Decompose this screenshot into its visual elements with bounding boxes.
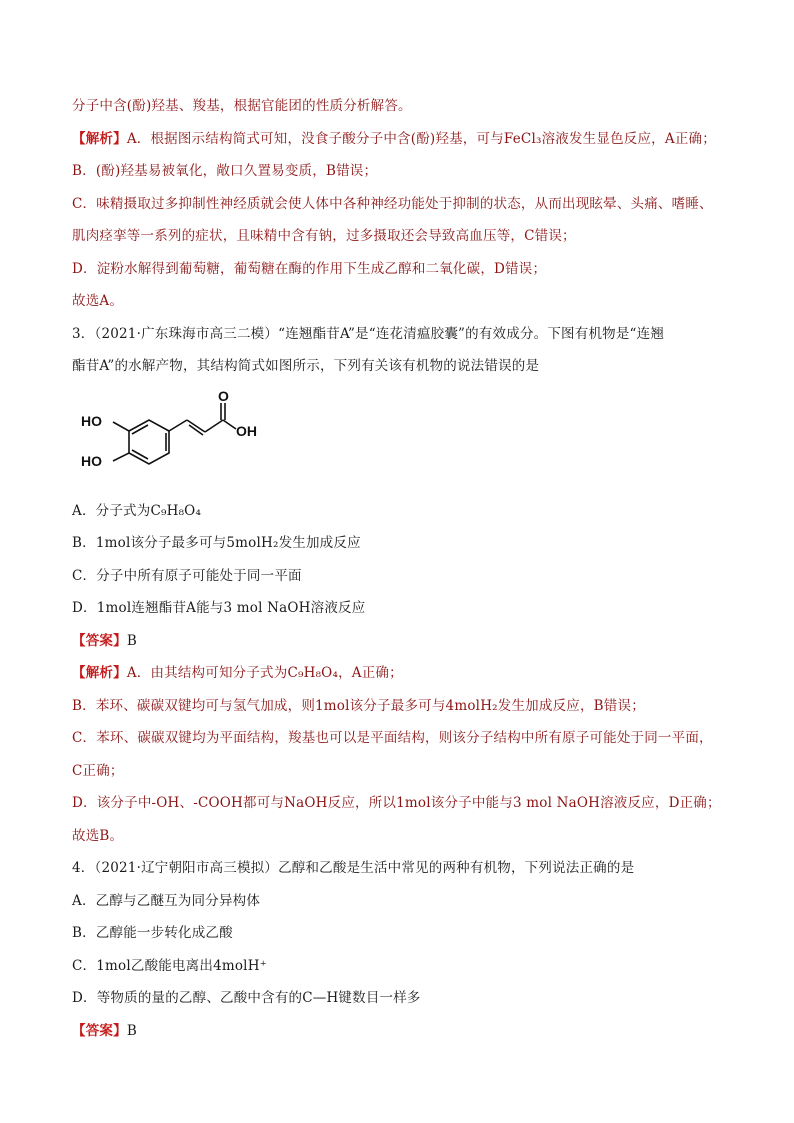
option-d: D．1mol连翘酯苷A能与3 mol NaOH溶液反应 [72, 600, 366, 616]
option-a: A．乙醇与乙醚互为同分异构体 [72, 892, 261, 909]
option-c: C．1mol乙酸能电离出4molH⁺ [72, 957, 267, 974]
option-d: D．等物质的量的乙醇、乙酸中含有的C—H键数目一样多 [72, 990, 421, 1006]
text-line: C．味精摄取过多抑制性神经质就会使人体中各种神经功能处于抑制的状态，从而出现眩晕、头痛、嗜睡、 [72, 195, 713, 212]
option-b: B．1mol该分子最多可与5molH₂发生加成反应 [72, 535, 361, 551]
question-4-stem: 4．（2021·辽宁朝阳市高三模拟）乙醇和乙酸是生活中常见的两种有机物，下列说法正确的是 [72, 860, 635, 876]
text-line: C正确； [72, 762, 124, 779]
text-line: D．该分子中-OH、-COOH都可与NaOH反应，所以1mol该分子中能与3 mol NaOH溶液反应，D正确； [72, 795, 721, 811]
structure-diagram [72, 389, 272, 487]
text-line: B．苯环、碳碳双键均可与氢气加成，则1mol该分子最多可与4molH₂发生加成反应，B错误； [72, 697, 645, 714]
carbonyl-oxygen-label: O [218, 388, 229, 404]
analysis-tag: 【解析】 [72, 665, 127, 681]
caffeic-acid-structure [72, 389, 732, 487]
text-line: B．(酚)羟基易被氧化，敞口久置易变质，B错误； [72, 163, 378, 179]
answer-tag: 【答案】 [72, 1022, 127, 1039]
text-line: 故选A。 [72, 293, 124, 309]
explanation-line: 【解析】A．由其结构可知分子式为C₉H₈O₄，A正确； [72, 665, 403, 681]
option-b: B．乙醇能一步转化成乙酸 [72, 925, 233, 941]
question-3-stem-cont: 酯苷A”的水解产物，其结构简式如图所示，下列有关该有机物的说法错误的是 [72, 358, 540, 374]
text-line: 分子中含(酚)羟基、羧基，根据官能团的性质分析解答。 [72, 98, 412, 114]
hydroxyl-label-top: HO [81, 412, 102, 429]
option-c: C．分子中所有原子可能处于同一平面 [72, 567, 302, 584]
answer-line: 【答案】B [72, 632, 137, 649]
analysis-tag: 【解析】 [72, 130, 127, 147]
explanation-line: 【解析】A．根据图示结构简式可知，没食子酸分子中含(酚)羟基，可与FeCl₃溶液发生显色反应，A正确； [72, 130, 716, 147]
text-line: C．苯环、碳碳双键均为平面结构，羧基也可以是平面结构，则该分子结构中所有原子可能处于同一平面， [72, 730, 713, 746]
text-line: D．淀粉水解得到葡萄糖，葡萄糖在酶的作用下生成乙醇和二氧化碳，D错误； [72, 260, 547, 277]
answer-tag: 【答案】 [72, 632, 127, 649]
text-line: 肌肉痉挛等一系列的症状，且味精中含有钠，过多摄取还会导致高血压等，C错误； [72, 228, 576, 244]
option-a: A．分子式为C₉H₈O₄ [72, 502, 202, 519]
carboxyl-oh-label: OH [236, 422, 257, 439]
answer-line: 【答案】B [72, 1022, 137, 1039]
document-page [72, 96, 732, 1053]
text-line: 故选B。 [72, 827, 124, 844]
question-3-stem: 3．（2021·广东珠海市高三二模）“连翘酯苷A”是“连花清瘟胶囊”的有效成分。下图有机物是“连翘 [72, 325, 665, 342]
hydroxyl-label-bottom: HO [81, 452, 102, 469]
